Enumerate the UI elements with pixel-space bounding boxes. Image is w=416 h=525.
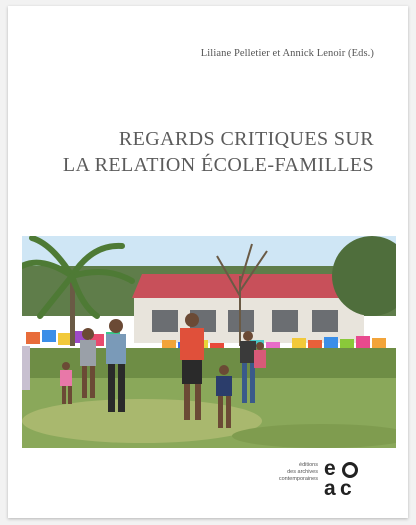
book-title xyxy=(63,126,374,178)
title-line-1: REGARDS CRITIQUES SUR xyxy=(118,128,374,150)
logo-letter-a: a xyxy=(324,477,336,500)
logo-circle-icon xyxy=(342,462,358,478)
publisher-line-3: contemporaines xyxy=(278,476,318,482)
publisher-line-1: éditions xyxy=(299,462,318,468)
cover-photo xyxy=(22,236,396,448)
publisher-logo xyxy=(324,458,364,502)
publisher-line-2: des archives xyxy=(287,469,318,475)
publisher-name xyxy=(270,462,318,483)
book-cover xyxy=(8,6,408,518)
authors-line: Liliane Pelletier et Annick Lenoir (Eds.) xyxy=(200,48,374,59)
logo-letter-c: c xyxy=(340,477,352,500)
logo-letter-e: e xyxy=(324,457,336,480)
title-line-2: LA RELATION ÉCOLE-FAMILLES xyxy=(62,154,374,176)
